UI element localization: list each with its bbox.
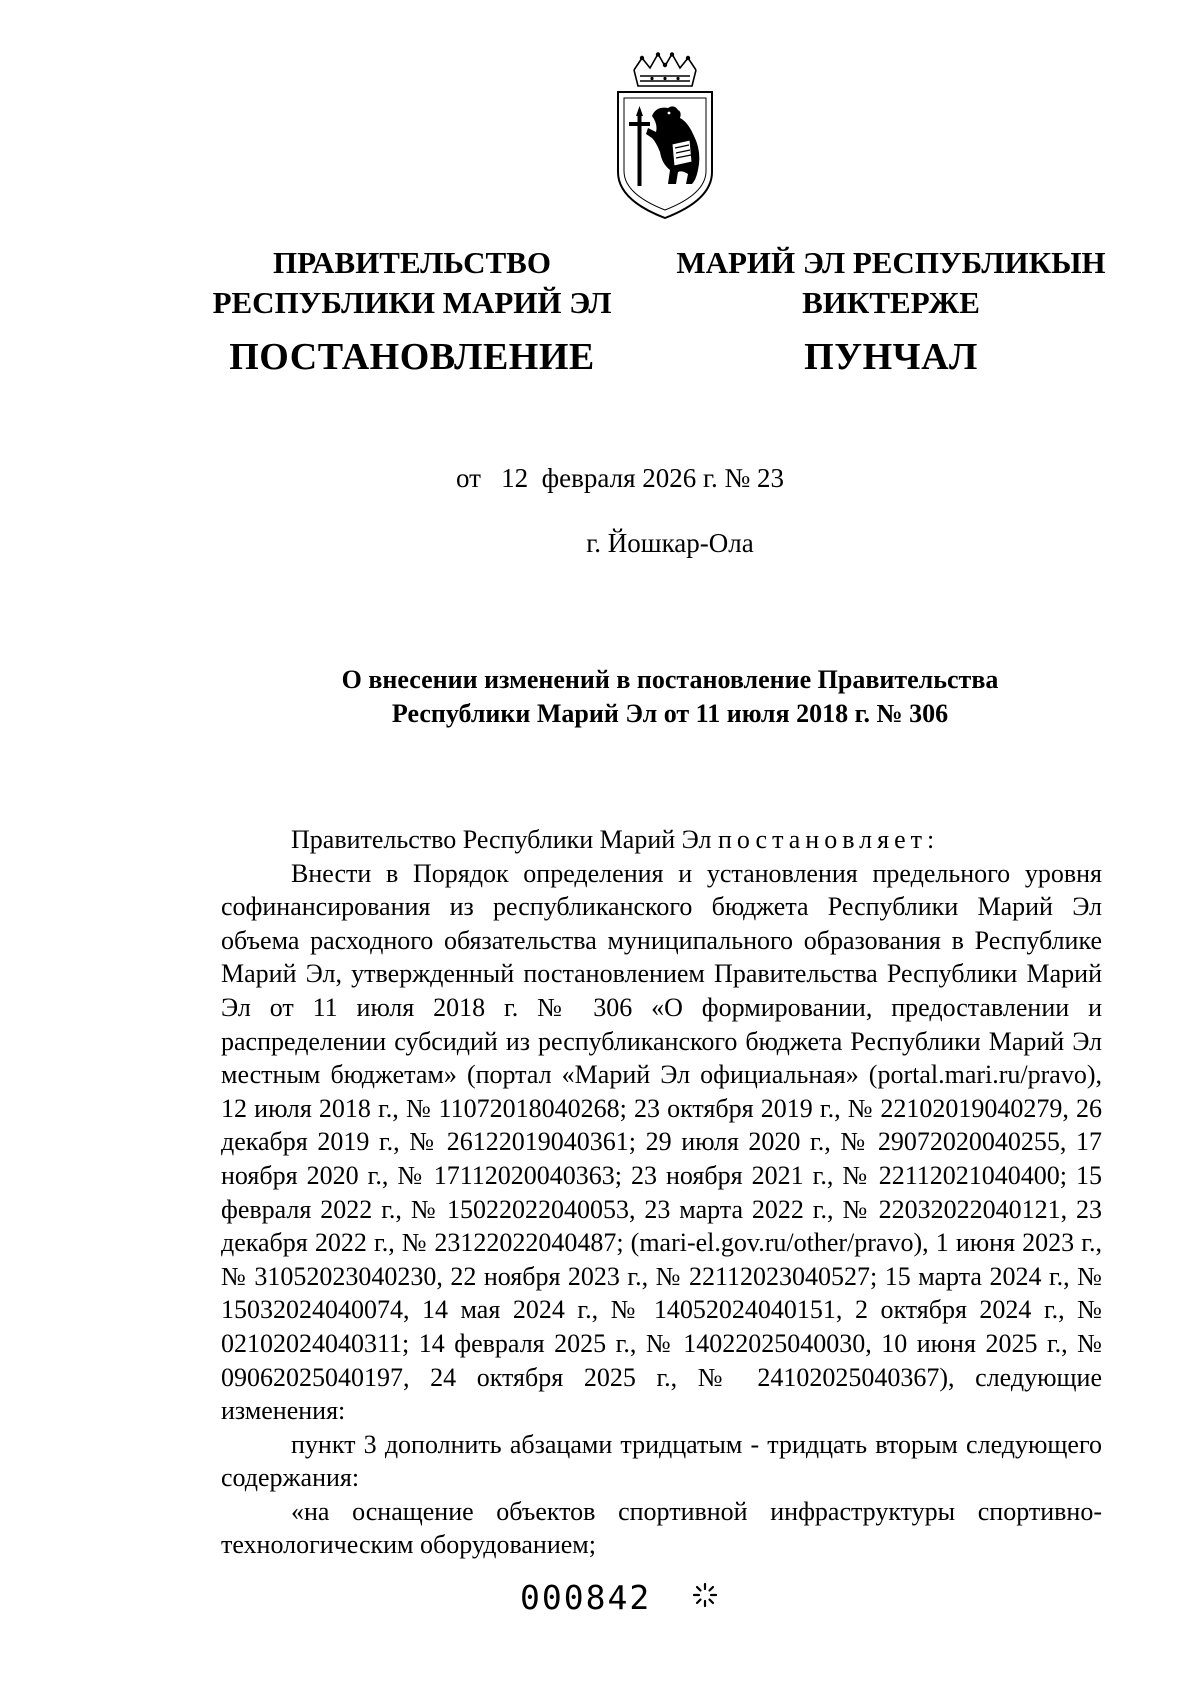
document-city: г. Йошкар-Ола — [586, 528, 754, 558]
document-date-number: от 12 февраля 2026 г. № 23 — [455, 463, 785, 493]
org-name-russian-line1: ПРАВИТЕЛЬСТВО — [273, 245, 551, 280]
body-intro — [221, 823, 1102, 857]
document-body — [221, 823, 1102, 1562]
body-paragraph-1: Внести в Порядок определения и установления предельного уровня софинансирования из республиканского бюджета Республики Марий Эл объема расходного обязательства муниципального образования в Республике Марий Эл, утвержденный постановлением Правительства Республики Марий Эл от 11 июля 2018 г. № 306 «О формировании, предоставлении и распределении субсидий из республиканского бюджета Республики Марий Эл местным бюджетам» (портал «Марий Эл официальная» (portal.mari.ru/pravo), 12 июля 2018 г., № 11072018040268; 23 октября 2019 г., № 22102019040279, 26 декабря 2019 г., № 26122019040361; 29 июля 2020 г., № 29072020040255, 17 ноября 2020 г., № 17112020040363; 23 ноября 2021 г., № 22112021040400; 15 февраля 2022 г., № 15022022040053, 23 марта 2022 г., № 22032022040121, 23 декабря 2022 г., № 23122022040487; (mari-el.gov.ru/other/pravo), 1 июня 2023 г., № 31052023040230, 22 ноября 2023 г., № 22112023040527; 15 марта 2024 г., № 15032024040074, 14 мая 2024 г., № 14052024040151, 2 октября 2024 г., № 02102024040311; 14 февраля 2025 г., № 14022025040030, 10 июня 2025 г., № 09062025040197, 24 октября 2025 г., № 24102025040367), следующие изменения: — [221, 858, 1102, 1426]
header-right — [666, 243, 1116, 379]
title-line1: О внесении изменений в постановление Правительства — [341, 665, 999, 694]
serial-number: 000842 — [520, 1578, 652, 1617]
document-title — [240, 663, 1100, 731]
body-paragraph-2: пункт 3 дополнить абзацами тридцатым - тридцать вторым следующего содержания: — [221, 1429, 1102, 1493]
doc-type-russian: ПОСТАНОВЛЕНИЕ — [229, 336, 595, 378]
header-left — [212, 243, 612, 379]
doc-type-mari: ПУНЧАЛ — [804, 336, 978, 378]
org-name-russian-line2: РЕСПУБЛИКИ МАРИЙ ЭЛ — [212, 285, 612, 320]
intro-spaced-word: постановляет: — [717, 825, 940, 854]
intro-text: Правительство Республики Марий Эл — [291, 825, 718, 854]
title-line2: Республики Марий Эл от 11 июля 2018 г. № 306 — [391, 699, 949, 728]
body-paragraph-3: «на оснащение объектов спортивной инфраструктуры спортивно-технологическим оборудованием; — [221, 1496, 1102, 1560]
org-name-mari-line1: МАРИЙ ЭЛ РЕСПУБЛИКЫН — [676, 245, 1106, 280]
coat-of-arms-icon — [612, 52, 718, 222]
org-name-mari-line2: ВИКТЕРЖЕ — [802, 285, 980, 320]
ornament-icon — [690, 1580, 720, 1610]
